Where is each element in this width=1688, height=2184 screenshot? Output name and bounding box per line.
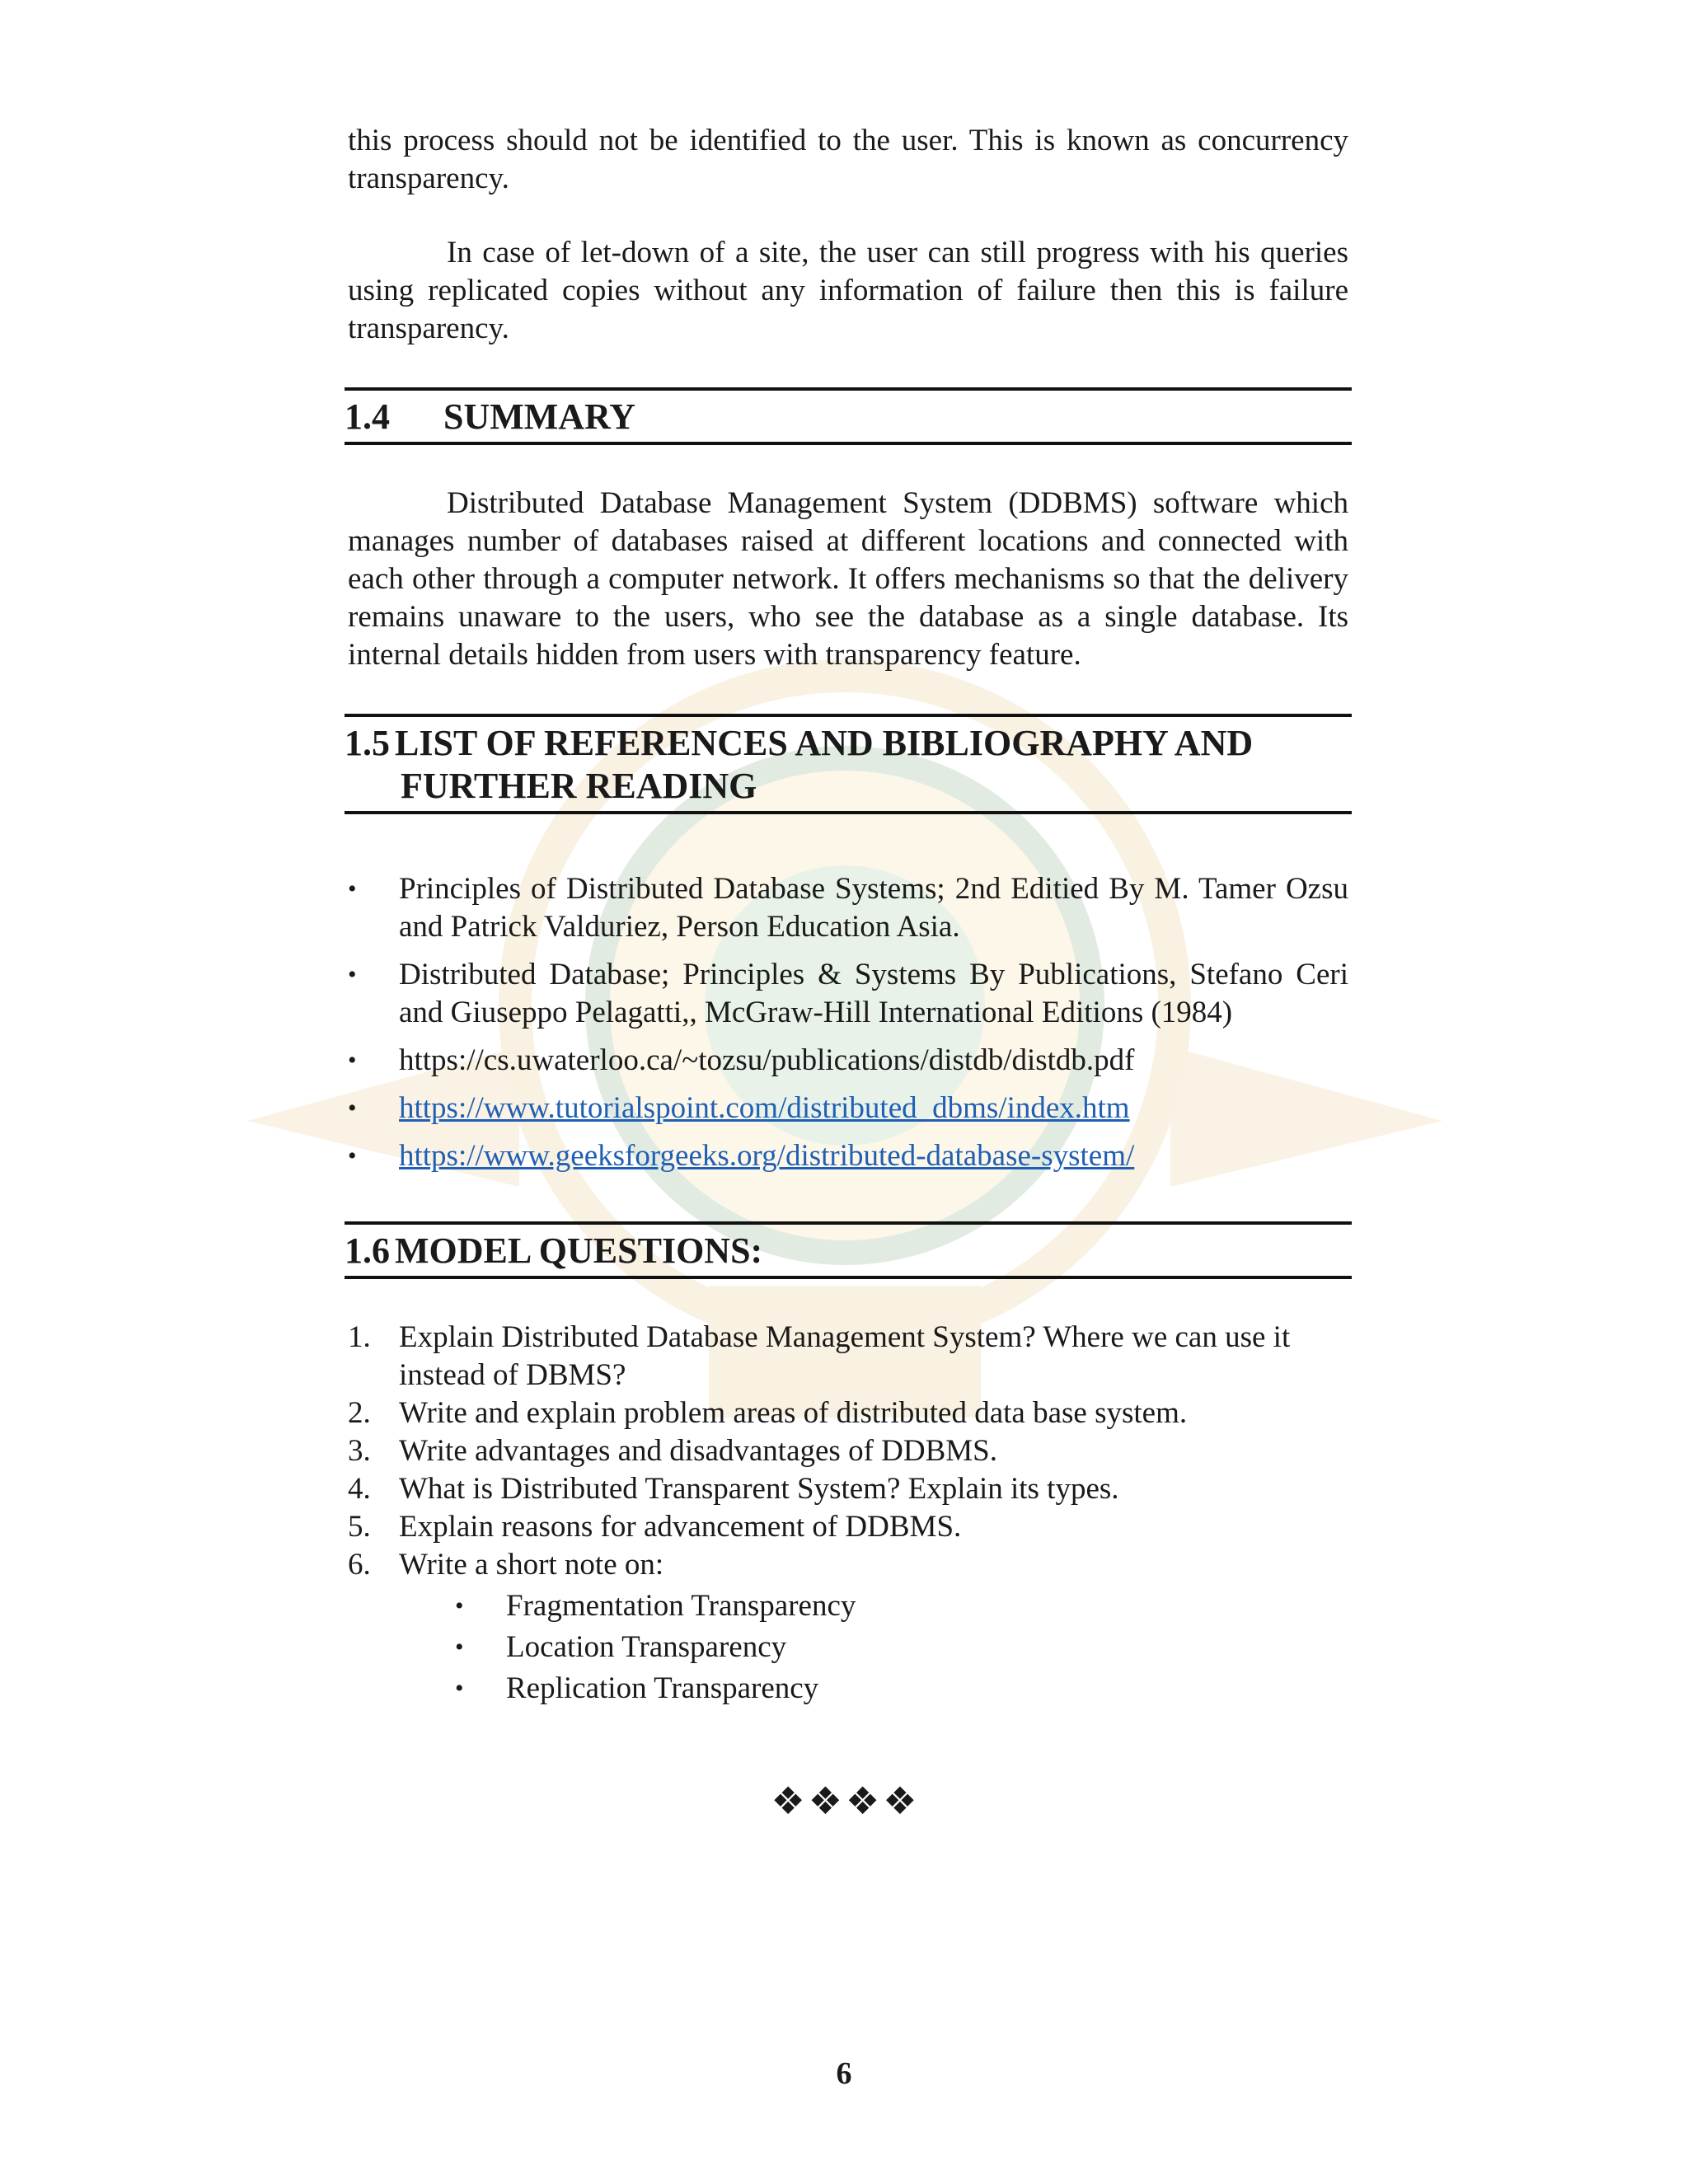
summary-heading <box>345 387 1352 445</box>
short-note-text: Location Transparency <box>506 1630 787 1664</box>
concurrency-paragraph: this process should not be identified to the user. This is known as concurrency transparency. <box>348 124 1348 195</box>
question-number: 6. <box>348 1548 371 1582</box>
tutorialspoint-link[interactable]: https://www.tutorialspoint.com/distributed_dbms/index.htm <box>399 1091 1130 1125</box>
question-number: 5. <box>348 1510 371 1544</box>
question-text: Write and explain problem areas of distributed data base system. <box>399 1396 1188 1430</box>
questions-heading-number: 1.6 <box>345 1230 390 1271</box>
references-heading-title-line2: FURTHER READING <box>401 766 757 806</box>
failure-paragraph: In case of let-down of a site, the user can still progress with his queries using replicated copies without any information of failure then this is failure transparency. <box>348 236 1348 345</box>
question-number: 2. <box>348 1396 371 1430</box>
reference-text: Principles of Distributed Database Systems; 2nd Editied By M. Tamer Ozsu and Patrick Valduriez, Person Education Asia. <box>399 872 1348 944</box>
reference-item <box>348 870 1348 946</box>
question-text: Write advantages and disadvantages of DDBMS. <box>399 1434 997 1468</box>
short-note-text: Replication Transparency <box>506 1671 819 1705</box>
short-note-list <box>399 1587 1348 1708</box>
question-text: What is Distributed Transparent System? Explain its types. <box>399 1472 1119 1506</box>
reference-item <box>348 1137 1348 1175</box>
bullet-icon: • <box>455 1592 464 1619</box>
references-heading-title-line1: LIST OF REFERENCES AND BIBLIOGRAPHY AND <box>395 723 1254 763</box>
question-item <box>348 1394 1348 1432</box>
question-number: 4. <box>348 1472 371 1506</box>
bullet-icon: • <box>348 875 357 902</box>
question-text: Explain reasons for advancement of DDBMS. <box>399 1510 962 1544</box>
reference-item <box>348 1090 1348 1127</box>
summary-heading-number: 1.4 <box>345 396 390 437</box>
reference-url-text: https://cs.uwaterloo.ca/~tozsu/publications/distdb/distdb.pdf <box>399 1043 1135 1077</box>
question-number: 1. <box>348 1320 371 1354</box>
section-end-ornament: ❖❖❖❖ <box>771 1779 921 1823</box>
question-item <box>348 1470 1348 1508</box>
questions-list <box>348 1319 1348 1708</box>
short-note-item <box>399 1670 1348 1708</box>
references-list <box>348 870 1348 1175</box>
question-item <box>348 1546 1348 1708</box>
question-number: 3. <box>348 1434 371 1468</box>
bullet-icon: • <box>348 1094 357 1122</box>
bullet-icon: • <box>348 961 357 988</box>
summary-heading-title: SUMMARY <box>443 396 636 437</box>
question-item <box>348 1319 1348 1394</box>
page-content <box>345 122 1348 1823</box>
short-note-item <box>399 1587 1348 1625</box>
references-heading <box>345 714 1352 814</box>
bullet-icon: • <box>348 1142 357 1169</box>
bullet-icon: • <box>348 1047 357 1074</box>
question-text: Write a short note on: <box>399 1548 664 1582</box>
geeksforgeeks-link[interactable]: https://www.geeksforgeeks.org/distributed-database-system/ <box>399 1139 1135 1173</box>
reference-item <box>348 1042 1348 1080</box>
bullet-icon: • <box>455 1675 464 1702</box>
questions-heading <box>345 1221 1352 1279</box>
question-item <box>348 1432 1348 1470</box>
reference-text: Distributed Database; Principles & Systems By Publications, Stefano Ceri and Giuseppo Pelagatti,, McGraw-Hill International Editions (1984) <box>399 958 1348 1029</box>
summary-paragraph: Distributed Database Management System (DDBMS) software which manages number of databases raised at different locations and connected with each other through a computer network. It offers mechanisms so that the delivery remains unaware to the users, who see the database as a single database. Its internal details hidden from users with transparency feature. <box>348 486 1348 672</box>
questions-heading-title: MODEL QUESTIONS: <box>395 1230 763 1271</box>
page-number: 6 <box>836 2056 852 2091</box>
question-item <box>348 1508 1348 1546</box>
reference-item <box>348 956 1348 1032</box>
short-note-text: Fragmentation Transparency <box>506 1589 856 1623</box>
references-heading-number: 1.5 <box>345 723 390 763</box>
bullet-icon: • <box>455 1633 464 1661</box>
short-note-item <box>399 1629 1348 1666</box>
question-text: Explain Distributed Database Management System? Where we can use it instead of DBMS? <box>399 1320 1291 1392</box>
